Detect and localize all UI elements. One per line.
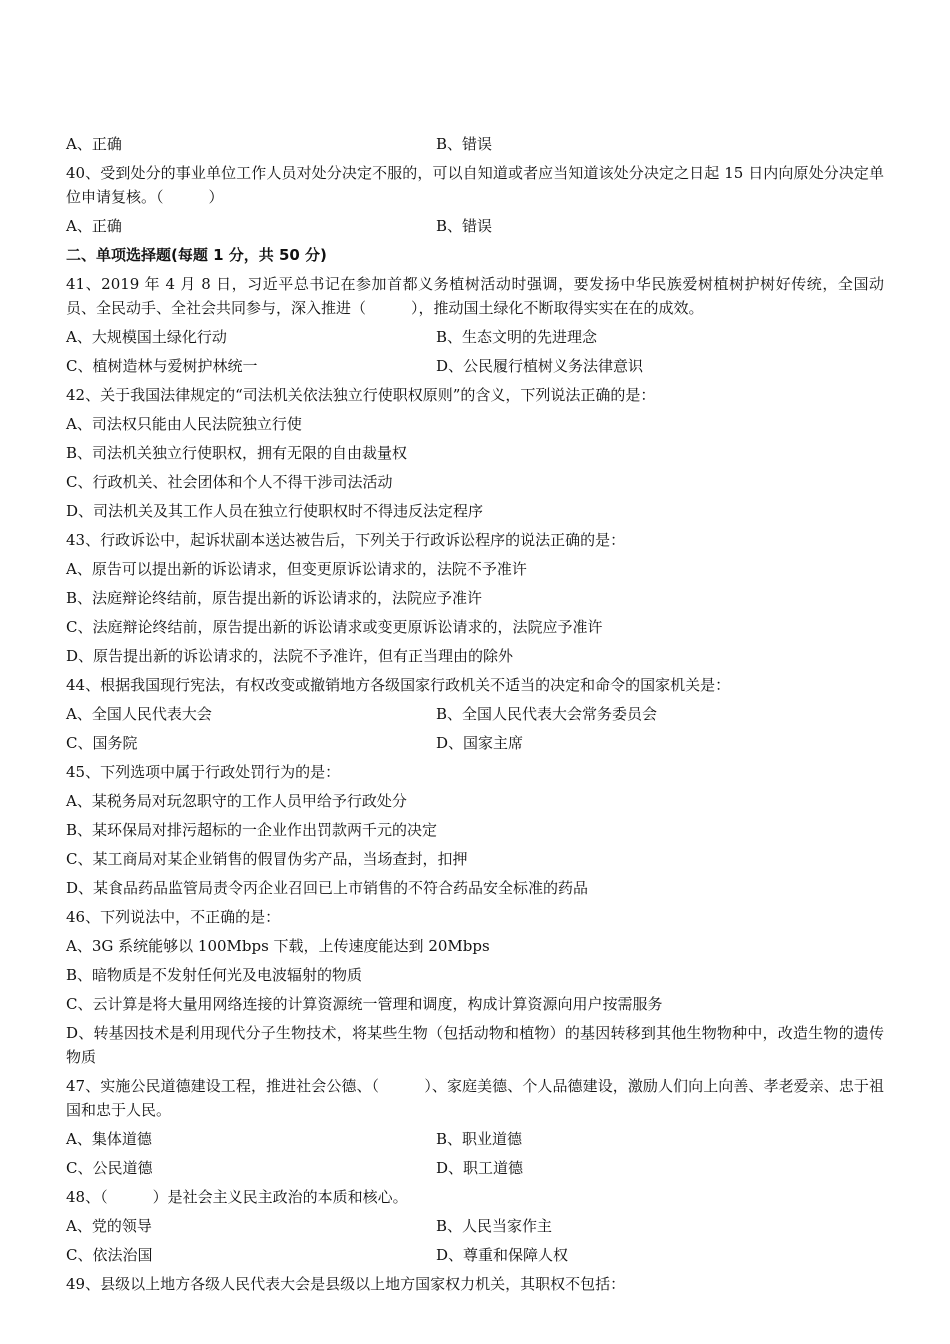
option-text: B、司法机关独立行使职权，拥有无限的自由裁量权: [66, 444, 408, 462]
option-text: C、云计算是将大量用网络连接的计算资源统一管理和调度，构成计算资源向用户按需服务: [66, 995, 663, 1013]
option-text: B、法庭辩论终结前，原告提出新的诉讼请求的，法院应予准许: [66, 589, 483, 607]
option-text: B、职业道德: [436, 1130, 523, 1148]
option-row: [66, 132, 884, 156]
option-text: A、全国人民代表大会: [66, 705, 212, 723]
section-heading: 二、单项选择题(每题 1 分，共 50 分): [66, 246, 327, 264]
option-text: D、原告提出新的诉讼请求的，法院不予准许，但有正当理由的除外: [66, 647, 514, 665]
option-text: A、正确: [66, 217, 122, 235]
option-row: [66, 214, 884, 238]
question-text: 46、下列说法中，不正确的是：: [66, 908, 281, 926]
option-row: [66, 325, 884, 349]
option-text: D、国家主席: [436, 734, 524, 752]
option-text: B、某环保局对排污超标的一企业作出罚款两千元的决定: [66, 821, 438, 839]
option-text: C、国务院: [66, 734, 138, 752]
option-text: A、党的领导: [66, 1217, 152, 1235]
question-text: 44、根据我国现行宪法，有权改变或撤销地方各级国家行政机关不适当的决定和命令的国家机关是：: [66, 676, 731, 694]
question-text: 45、下列选项中属于行政处罚行为的是：: [66, 763, 341, 781]
option-text: B、错误: [436, 135, 493, 153]
option-text: C、公民道德: [66, 1159, 153, 1177]
option-text: C、依法治国: [66, 1246, 153, 1264]
option-row: [66, 1243, 884, 1267]
option-text: B、全国人民代表大会常务委员会: [436, 705, 658, 723]
option-text: D、尊重和保障人权: [436, 1246, 569, 1264]
question-text: 49、县级以上地方各级人民代表大会是县级以上地方国家权力机关，其职权不包括：: [66, 1275, 626, 1293]
option-text: D、公民履行植树义务法律意识: [436, 357, 644, 375]
exam-page: [66, 132, 884, 1301]
option-text: B、错误: [436, 217, 493, 235]
option-row: [66, 1214, 884, 1238]
question-text: 41、2019 年 4 月 8 日，习近平总书记在参加首都义务植树活动时强调，要发扬中华民族爱树植树护树好传统，全国动员、全民动手、全社会共同参与，深入推进（ ），推动国土绿化不断取得实实在在的成效。: [66, 275, 884, 317]
option-text: C、法庭辩论终结前，原告提出新的诉讼请求或变更原诉讼请求的，法院应予准许: [66, 618, 603, 636]
option-row: [66, 1127, 884, 1151]
option-row: [66, 731, 884, 755]
question-text: 48、（ ）是社会主义民主政治的本质和核心。: [66, 1188, 408, 1206]
option-text: D、转基因技术是利用现代分子生物技术，将某些生物（包括动物和植物）的基因转移到其他生物物种中，改造生物的遗传物质: [66, 1024, 884, 1066]
option-text: C、某工商局对某企业销售的假冒伪劣产品，当场查封，扣押: [66, 850, 468, 868]
option-text: A、某税务局对玩忽职守的工作人员甲给予行政处分: [66, 792, 407, 810]
option-text: B、人民当家作主: [436, 1217, 553, 1235]
option-text: D、某食品药品监管局责令丙企业召回已上市销售的不符合药品安全标准的药品: [66, 879, 589, 897]
option-text: A、3G 系统能够以 100Mbps 下载，上传速度能达到 20Mbps: [66, 937, 490, 955]
option-text: B、生态文明的先进理念: [436, 328, 598, 346]
option-text: A、司法权只能由人民法院独立行使: [66, 415, 302, 433]
option-text: C、行政机关、社会团体和个人不得干涉司法活动: [66, 473, 393, 491]
option-row: [66, 354, 884, 378]
question-text: 43、行政诉讼中，起诉状副本送达被告后，下列关于行政诉讼程序的说法正确的是：: [66, 531, 626, 549]
question-text: 47、实施公民道德建设工程，推进社会公德、（ ）、家庭美德、个人品德建设，激励人们向上向善、孝老爱亲、忠于祖国和忠于人民。: [66, 1077, 884, 1119]
option-text: C、植树造林与爱树护林统一: [66, 357, 258, 375]
question-text: 40、受到处分的事业单位工作人员对处分决定不服的，可以自知道或者应当知道该处分决定之日起 15 日内向原处分决定单位申请复核。（ ）: [66, 164, 884, 206]
question-text: 42、关于我国法律规定的“司法机关依法独立行使职权原则”的含义，下列说法正确的是：: [66, 386, 656, 404]
option-text: D、司法机关及其工作人员在独立行使职权时不得违反法定程序: [66, 502, 484, 520]
option-text: A、原告可以提出新的诉讼请求，但变更原诉讼请求的，法院不予准许: [66, 560, 527, 578]
option-text: A、大规模国土绿化行动: [66, 328, 227, 346]
option-text: A、正确: [66, 135, 122, 153]
option-text: D、职工道德: [436, 1159, 524, 1177]
option-text: B、暗物质是不发射任何光及电波辐射的物质: [66, 966, 363, 984]
option-row: [66, 1156, 884, 1180]
option-text: A、集体道德: [66, 1130, 152, 1148]
option-row: [66, 702, 884, 726]
